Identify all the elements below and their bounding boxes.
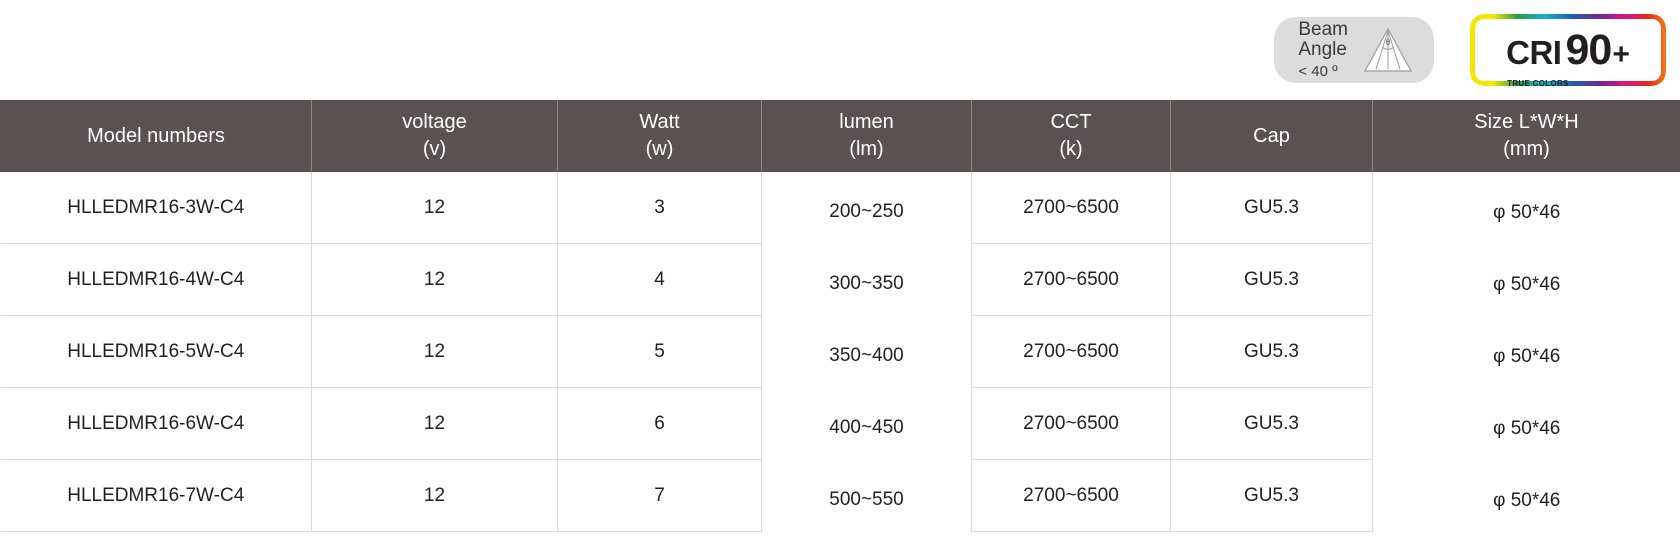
column-header-cap-line1: Cap (1253, 124, 1290, 147)
cell-voltage: 12 (312, 172, 558, 244)
column-header-size-line2: (mm) (1503, 138, 1550, 160)
column-header-cct-line2: (k) (1059, 138, 1083, 160)
cell-watt: 7 (558, 460, 762, 532)
cell-model: HLLEDMR16-7W-C4 (1, 460, 312, 532)
cell-cct: 2700~6500 (972, 460, 1171, 532)
cell-watt: 4 (558, 244, 762, 316)
cri-badge-inner (1475, 19, 1661, 86)
cri-label: CRI (1506, 33, 1562, 71)
column-header-voltage-line2: (v) (422, 138, 447, 160)
column-header-size (1373, 101, 1680, 172)
cri-value: 90 (1565, 25, 1612, 74)
cell-voltage: 12 (312, 460, 558, 532)
beam-angle-line2: Angle (1298, 39, 1347, 61)
table-row (1, 244, 1680, 316)
beam-angle-badge (1274, 17, 1434, 83)
column-header-model (1, 101, 312, 172)
cell-voltage: 12 (312, 244, 558, 316)
cell-watt: 6 (558, 388, 762, 460)
cell-cap: GU5.3 (1171, 460, 1373, 532)
cell-model: HLLEDMR16-3W-C4 (1, 172, 312, 244)
cell-size: φ 50*46 (1373, 321, 1680, 393)
cell-size: φ 50*46 (1373, 249, 1680, 321)
beam-angle-text (1298, 20, 1348, 80)
cell-cct: 2700~6500 (972, 388, 1171, 460)
cri-plus-sign: + (1612, 37, 1630, 71)
cell-cct: 2700~6500 (972, 172, 1171, 244)
svg-text:θ: θ (1385, 37, 1391, 47)
column-header-lumen-line2: (lm) (849, 138, 884, 160)
column-header-lumen-line1: lumen (839, 111, 894, 133)
cell-cap: GU5.3 (1171, 316, 1373, 388)
table-header (1, 101, 1680, 172)
table-row (1, 316, 1680, 388)
table-body (1, 172, 1680, 532)
badge-row (0, 0, 1680, 100)
table-header-row (1, 101, 1680, 172)
cri-badge-text (1506, 25, 1630, 86)
table-row (1, 388, 1680, 460)
column-header-size-line1: Size L*W*H (1474, 111, 1579, 133)
column-header-cap (1171, 101, 1373, 172)
column-header-cct-line1: CCT (1050, 111, 1092, 133)
cell-lumen: 400~450 (762, 392, 972, 464)
column-header-model-line1: Model numbers (87, 124, 225, 147)
cell-cap: GU5.3 (1171, 172, 1373, 244)
table-row (1, 172, 1680, 244)
cell-lumen: 200~250 (762, 176, 972, 248)
column-header-voltage-line1: voltage (402, 111, 467, 133)
cri-subtitle: TRUE COLORS (1507, 78, 1569, 86)
cell-cap: GU5.3 (1171, 244, 1373, 316)
cell-model: HLLEDMR16-4W-C4 (1, 244, 312, 316)
beam-angle-icon (1362, 25, 1414, 75)
cell-lumen: 300~350 (762, 248, 972, 320)
cell-model: HLLEDMR16-5W-C4 (1, 316, 312, 388)
cell-size: φ 50*46 (1373, 177, 1680, 249)
beam-angle-line1: Beam (1298, 18, 1348, 40)
cell-lumen: 350~400 (762, 320, 972, 392)
cell-voltage: 12 (312, 388, 558, 460)
column-header-voltage (312, 101, 558, 172)
column-header-watt (558, 101, 762, 172)
cell-cap: GU5.3 (1171, 388, 1373, 460)
cell-cct: 2700~6500 (972, 316, 1171, 388)
beam-angle-value: < 40 º (1298, 62, 1338, 80)
column-header-watt-line2: (w) (645, 138, 674, 160)
specification-table (0, 100, 1680, 532)
column-header-cct (972, 101, 1171, 172)
cell-model: HLLEDMR16-6W-C4 (1, 388, 312, 460)
cell-lumen: 500~550 (762, 464, 972, 536)
cell-voltage: 12 (312, 316, 558, 388)
cri-badge (1470, 14, 1666, 86)
cell-watt: 3 (558, 172, 762, 244)
cell-watt: 5 (558, 316, 762, 388)
cell-size: φ 50*46 (1373, 465, 1680, 537)
cell-size: φ 50*46 (1373, 393, 1680, 465)
column-header-lumen (762, 101, 972, 172)
table-row (1, 460, 1680, 532)
cell-cct: 2700~6500 (972, 244, 1171, 316)
column-header-watt-line1: Watt (639, 111, 680, 133)
